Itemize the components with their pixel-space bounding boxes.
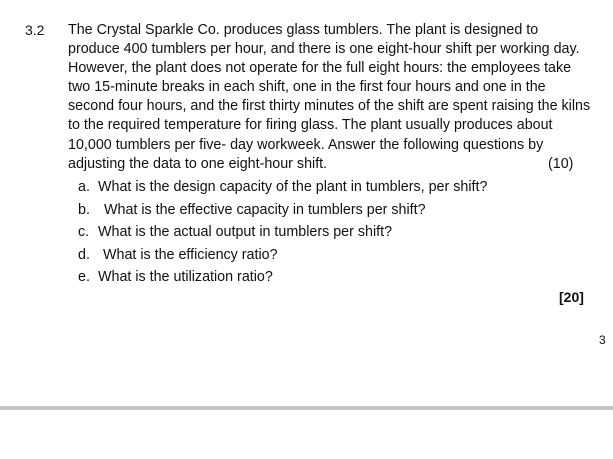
subquestion-letter: e. — [78, 269, 90, 285]
question-line: two 15-minute breaks in each shift, one in the first four hours and one in the — [68, 79, 546, 96]
subquestion-a — [78, 178, 487, 197]
subquestion-text: What is the actual output in tumblers per shift? — [98, 224, 393, 240]
subquestion-letter: b. — [78, 202, 90, 218]
question-line: The Crystal Sparkle Co. produces glass tumblers. The plant is designed to — [68, 22, 539, 38]
subquestion-c — [78, 223, 392, 242]
subquestion-d — [78, 246, 278, 265]
subquestion-letter: d. — [78, 247, 90, 263]
subquestion-text: What is the utilization ratio? — [98, 269, 273, 285]
subquestion-b — [78, 201, 426, 220]
subquestion-text: What is the design capacity of the plant in tumblers, per shift? — [98, 179, 488, 195]
question-line: produce 400 tumblers per hour, and there is one eight-hour shift per working day. — [68, 41, 580, 58]
subquestion-letter: a. — [78, 179, 90, 195]
question-line-text: adjusting the data to one eight-hour shift. — [68, 155, 328, 172]
page-divider — [0, 406, 613, 410]
question-line: 10,000 tumblers per five- day workweek. Answer the following questions by — [68, 136, 544, 153]
page-number: 3 — [599, 333, 606, 347]
subquestion-text: What is the efficiency ratio? — [103, 247, 278, 263]
subquestion-letter: c. — [78, 224, 90, 240]
question-marks: (10) — [548, 155, 574, 172]
subquestion-e — [78, 268, 273, 287]
question-line — [68, 155, 608, 174]
total-marks: [20] — [559, 289, 584, 305]
question-number: 3.2 — [25, 22, 45, 38]
subquestion-text: What is the effective capacity in tumblers per shift? — [104, 202, 426, 218]
question-line: to the required temperature for firing glass. The plant usually produces about — [68, 117, 553, 134]
question-line: second four hours, and the first thirty minutes of the shift are spent raising the kilns — [68, 98, 591, 115]
question-body — [68, 21, 608, 174]
question-line: However, the plant does not operate for the full eight hours: the employees take — [68, 60, 572, 77]
